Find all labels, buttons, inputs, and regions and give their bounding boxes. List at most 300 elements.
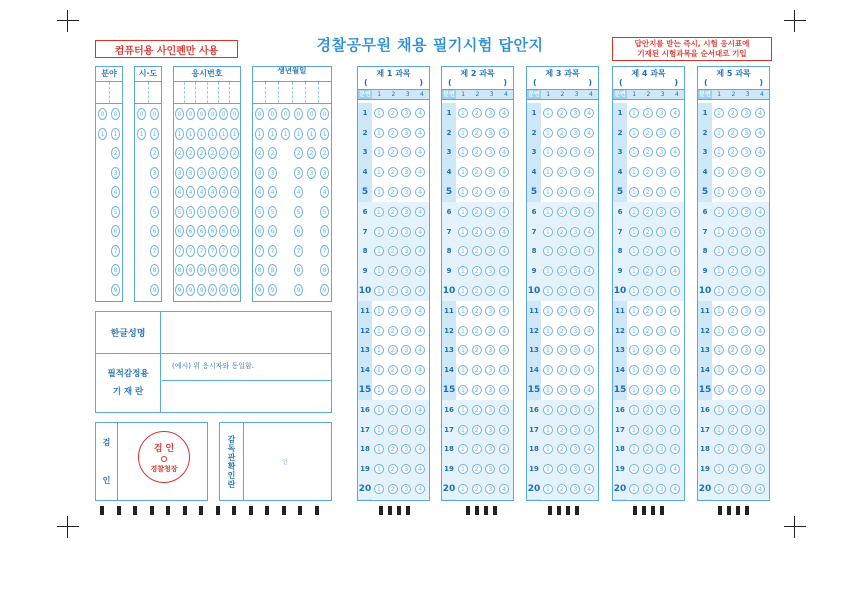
answer-bubble[interactable]: 1 [714,227,724,237]
digit-bubble[interactable]: 0 [98,108,107,120]
answer-bubble[interactable]: 3 [401,147,411,157]
digit-bubble[interactable]: 2 [111,147,120,159]
answer-bubble[interactable]: 3 [656,128,666,138]
answer-bubble[interactable]: 1 [458,405,468,415]
answer-bubble[interactable]: 1 [458,207,468,217]
answer-bubble[interactable]: 2 [728,286,738,296]
answer-bubble[interactable]: 2 [388,464,398,474]
answer-bubble[interactable]: 4 [415,108,425,118]
answer-bubble[interactable]: 3 [485,147,495,157]
answer-bubble[interactable]: 2 [728,464,738,474]
answer-bubble[interactable]: 4 [415,306,425,316]
digit-bubble[interactable]: 5 [219,206,228,218]
answer-bubble[interactable]: 1 [374,464,384,474]
digit-bubble[interactable]: 1 [208,128,217,140]
answer-bubble[interactable]: 4 [499,207,509,217]
digit-bubble[interactable]: 4 [208,186,217,198]
subject-header[interactable] [698,67,769,90]
answer-bubble[interactable]: 4 [670,246,680,256]
answer-bubble[interactable]: 3 [485,385,495,395]
answer-bubble[interactable]: 4 [584,444,594,454]
answer-bubble[interactable]: 3 [401,385,411,395]
answer-bubble[interactable]: 4 [755,266,765,276]
answer-bubble[interactable]: 2 [557,385,567,395]
digit-bubble[interactable]: 3 [150,167,159,179]
answer-bubble[interactable]: 3 [485,365,495,375]
answer-bubble[interactable]: 2 [643,326,653,336]
answer-bubble[interactable]: 1 [374,246,384,256]
answer-bubble[interactable]: 2 [557,147,567,157]
answer-bubble[interactable]: 3 [401,464,411,474]
answer-bubble[interactable]: 2 [643,425,653,435]
answer-bubble[interactable]: 3 [656,345,666,355]
answer-bubble[interactable]: 4 [755,385,765,395]
answer-bubble[interactable]: 3 [570,286,580,296]
answer-bubble[interactable]: 3 [741,444,751,454]
answer-bubble[interactable]: 1 [458,385,468,395]
answer-bubble[interactable]: 1 [374,147,384,157]
digit-bubble[interactable]: 2 [208,147,217,159]
answer-bubble[interactable]: 4 [499,484,509,494]
answer-bubble[interactable]: 4 [755,147,765,157]
answer-bubble[interactable]: 2 [557,286,567,296]
answer-bubble[interactable]: 3 [401,306,411,316]
answer-bubble[interactable]: 1 [629,385,639,395]
answer-bubble[interactable]: 1 [458,286,468,296]
answer-bubble[interactable]: 4 [755,246,765,256]
answer-bubble[interactable]: 2 [557,464,567,474]
answer-bubble[interactable]: 2 [557,167,567,177]
digit-bubble[interactable]: 3 [197,167,206,179]
digit-bubble[interactable]: 9 [219,284,228,296]
answer-bubble[interactable]: 4 [584,108,594,118]
answer-bubble[interactable]: 2 [472,147,482,157]
digit-bubble[interactable]: 1 [197,128,206,140]
answer-bubble[interactable]: 4 [499,444,509,454]
answer-bubble[interactable]: 3 [570,405,580,415]
digit-bubble[interactable]: 4 [255,186,264,198]
answer-bubble[interactable]: 3 [570,306,580,316]
digit-bubble[interactable]: 1 [219,128,228,140]
answer-bubble[interactable]: 2 [472,484,482,494]
answer-bubble[interactable]: 1 [714,207,724,217]
answer-bubble[interactable]: 3 [570,207,580,217]
digit-bubble[interactable]: 2 [320,147,329,159]
answer-bubble[interactable]: 4 [670,464,680,474]
answer-bubble[interactable]: 3 [401,227,411,237]
answer-bubble[interactable]: 2 [557,246,567,256]
digit-bubble[interactable]: 5 [175,206,184,218]
answer-bubble[interactable]: 3 [485,405,495,415]
answer-bubble[interactable]: 3 [401,167,411,177]
digit-bubble[interactable]: 0 [137,108,146,120]
answer-bubble[interactable]: 4 [755,227,765,237]
answer-bubble[interactable]: 1 [714,246,724,256]
answer-bubble[interactable]: 4 [584,207,594,217]
digit-bubble[interactable]: 8 [186,264,195,276]
answer-bubble[interactable]: 2 [728,187,738,197]
digit-bubble[interactable]: 2 [186,147,195,159]
answer-bubble[interactable]: 1 [714,444,724,454]
answer-bubble[interactable]: 3 [741,464,751,474]
answer-bubble[interactable]: 2 [472,286,482,296]
answer-bubble[interactable]: 4 [415,345,425,355]
digit-bubble[interactable]: 5 [197,206,206,218]
id-write-cell[interactable] [208,82,219,103]
answer-bubble[interactable]: 2 [728,227,738,237]
answer-bubble[interactable]: 4 [584,306,594,316]
id-write-cell[interactable] [96,82,110,103]
digit-bubble[interactable]: 4 [150,186,159,198]
answer-bubble[interactable]: 2 [472,246,482,256]
answer-bubble[interactable]: 1 [714,128,724,138]
answer-bubble[interactable]: 3 [570,108,580,118]
answer-bubble[interactable]: 4 [670,326,680,336]
answer-bubble[interactable]: 1 [629,187,639,197]
digit-bubble[interactable]: 0 [175,108,184,120]
answer-bubble[interactable]: 3 [570,147,580,157]
answer-bubble[interactable]: 3 [741,128,751,138]
id-write-cell[interactable] [219,82,230,103]
digit-bubble[interactable]: 2 [255,147,264,159]
answer-bubble[interactable]: 2 [557,444,567,454]
digit-bubble[interactable]: 6 [175,225,184,237]
answer-bubble[interactable]: 3 [741,266,751,276]
answer-bubble[interactable]: 3 [401,207,411,217]
answer-bubble[interactable]: 2 [388,147,398,157]
digit-bubble[interactable]: 8 [294,264,303,276]
answer-bubble[interactable]: 1 [374,385,384,395]
answer-bubble[interactable]: 3 [741,306,751,316]
answer-bubble[interactable]: 1 [543,108,553,118]
digit-bubble[interactable]: 6 [186,225,195,237]
answer-bubble[interactable]: 4 [755,326,765,336]
answer-bubble[interactable]: 2 [472,108,482,118]
answer-bubble[interactable]: 2 [472,266,482,276]
answer-bubble[interactable]: 4 [499,464,509,474]
id-write-cell[interactable] [319,82,331,103]
digit-bubble[interactable]: 7 [197,245,206,257]
digit-bubble[interactable]: 2 [307,147,316,159]
answer-bubble[interactable]: 3 [656,286,666,296]
id-write-cell[interactable] [185,82,196,103]
answer-bubble[interactable]: 4 [584,345,594,355]
answer-bubble[interactable]: 3 [741,187,751,197]
answer-bubble[interactable]: 3 [485,207,495,217]
answer-bubble[interactable]: 4 [755,207,765,217]
answer-bubble[interactable]: 2 [557,207,567,217]
answer-bubble[interactable]: 3 [485,306,495,316]
digit-bubble[interactable]: 0 [255,108,264,120]
answer-bubble[interactable]: 1 [374,207,384,217]
answer-bubble[interactable]: 4 [584,464,594,474]
answer-bubble[interactable]: 3 [401,286,411,296]
digit-bubble[interactable]: 1 [98,128,107,140]
answer-bubble[interactable]: 1 [458,147,468,157]
answer-bubble[interactable]: 3 [485,326,495,336]
answer-bubble[interactable]: 1 [374,425,384,435]
digit-bubble[interactable]: 1 [294,128,303,140]
answer-bubble[interactable]: 1 [629,425,639,435]
answer-bubble[interactable]: 4 [670,266,680,276]
answer-bubble[interactable]: 4 [755,405,765,415]
answer-bubble[interactable]: 1 [714,147,724,157]
digit-bubble[interactable]: 3 [175,167,184,179]
answer-bubble[interactable]: 1 [629,147,639,157]
answer-bubble[interactable]: 4 [584,147,594,157]
answer-bubble[interactable]: 1 [629,286,639,296]
id-write-cell[interactable] [266,82,279,103]
answer-bubble[interactable]: 1 [374,227,384,237]
answer-bubble[interactable]: 2 [557,484,567,494]
answer-bubble[interactable]: 4 [755,128,765,138]
answer-bubble[interactable]: 3 [570,187,580,197]
answer-bubble[interactable]: 2 [643,444,653,454]
answer-bubble[interactable]: 4 [584,227,594,237]
digit-bubble[interactable]: 6 [208,225,217,237]
digit-bubble[interactable]: 9 [197,284,206,296]
answer-bubble[interactable]: 3 [570,246,580,256]
answer-bubble[interactable]: 4 [584,385,594,395]
digit-bubble[interactable]: 2 [150,147,159,159]
answer-bubble[interactable]: 1 [374,108,384,118]
digit-bubble[interactable]: 9 [150,284,159,296]
answer-bubble[interactable]: 3 [570,227,580,237]
answer-bubble[interactable]: 1 [458,167,468,177]
answer-bubble[interactable]: 1 [543,385,553,395]
digit-bubble[interactable]: 2 [219,147,228,159]
answer-bubble[interactable]: 2 [728,207,738,217]
answer-bubble[interactable]: 1 [543,227,553,237]
digit-bubble[interactable]: 8 [208,264,217,276]
digit-bubble[interactable]: 9 [111,284,120,296]
digit-bubble[interactable]: 5 [111,206,120,218]
digit-bubble[interactable]: 5 [186,206,195,218]
answer-bubble[interactable]: 1 [629,464,639,474]
id-write-cell[interactable] [293,82,306,103]
answer-bubble[interactable]: 1 [543,246,553,256]
answer-bubble[interactable]: 2 [472,167,482,177]
answer-bubble[interactable]: 4 [670,365,680,375]
digit-bubble[interactable]: 5 [268,206,277,218]
digit-bubble[interactable]: 1 [268,128,277,140]
answer-bubble[interactable]: 3 [741,246,751,256]
answer-bubble[interactable]: 3 [656,246,666,256]
answer-bubble[interactable]: 4 [755,167,765,177]
answer-bubble[interactable]: 3 [401,326,411,336]
answer-bubble[interactable]: 2 [388,167,398,177]
answer-bubble[interactable]: 2 [388,385,398,395]
digit-bubble[interactable]: 0 [281,108,290,120]
answer-bubble[interactable]: 3 [741,405,751,415]
answer-bubble[interactable]: 2 [643,187,653,197]
digit-bubble[interactable]: 4 [197,186,206,198]
answer-bubble[interactable]: 1 [629,484,639,494]
answer-bubble[interactable]: 4 [670,385,680,395]
answer-bubble[interactable]: 1 [458,444,468,454]
digit-bubble[interactable]: 8 [255,264,264,276]
digit-bubble[interactable]: 0 [111,108,120,120]
subject-header[interactable] [613,67,684,90]
answer-bubble[interactable]: 1 [629,207,639,217]
answer-bubble[interactable]: 4 [670,187,680,197]
answer-bubble[interactable]: 3 [741,425,751,435]
answer-bubble[interactable]: 4 [499,246,509,256]
answer-bubble[interactable]: 4 [499,227,509,237]
answer-bubble[interactable]: 2 [643,484,653,494]
answer-bubble[interactable]: 3 [656,425,666,435]
answer-bubble[interactable]: 4 [584,365,594,375]
answer-bubble[interactable]: 2 [643,108,653,118]
subject-header[interactable] [442,67,513,90]
digit-bubble[interactable]: 0 [307,108,316,120]
answer-bubble[interactable]: 1 [714,365,724,375]
answer-bubble[interactable]: 4 [415,365,425,375]
answer-bubble[interactable]: 1 [543,464,553,474]
answer-bubble[interactable]: 2 [472,326,482,336]
answer-bubble[interactable]: 1 [543,286,553,296]
answer-bubble[interactable]: 3 [401,345,411,355]
id-write-cell[interactable] [230,82,240,103]
digit-bubble[interactable]: 6 [320,225,329,237]
digit-bubble[interactable]: 7 [175,245,184,257]
digit-bubble[interactable]: 5 [230,206,239,218]
answer-bubble[interactable]: 3 [401,484,411,494]
answer-bubble[interactable]: 4 [415,167,425,177]
answer-bubble[interactable]: 1 [543,405,553,415]
answer-bubble[interactable]: 2 [728,246,738,256]
answer-bubble[interactable]: 2 [728,345,738,355]
answer-bubble[interactable]: 3 [570,345,580,355]
answer-bubble[interactable]: 2 [728,167,738,177]
digit-bubble[interactable]: 6 [294,225,303,237]
answer-bubble[interactable]: 2 [643,246,653,256]
digit-bubble[interactable]: 8 [230,264,239,276]
digit-bubble[interactable]: 9 [208,284,217,296]
answer-bubble[interactable]: 4 [755,444,765,454]
answer-bubble[interactable]: 2 [388,345,398,355]
answer-bubble[interactable]: 2 [728,365,738,375]
answer-bubble[interactable]: 4 [670,108,680,118]
answer-bubble[interactable]: 3 [656,306,666,316]
answer-bubble[interactable]: 4 [670,345,680,355]
digit-bubble[interactable]: 0 [268,108,277,120]
answer-bubble[interactable]: 3 [570,167,580,177]
digit-bubble[interactable]: 9 [255,284,264,296]
answer-bubble[interactable]: 3 [741,286,751,296]
digit-bubble[interactable]: 7 [320,245,329,257]
answer-bubble[interactable]: 4 [755,286,765,296]
answer-bubble[interactable]: 2 [643,345,653,355]
answer-bubble[interactable]: 1 [458,227,468,237]
answer-bubble[interactable]: 2 [643,167,653,177]
digit-bubble[interactable]: 4 [294,186,303,198]
answer-bubble[interactable]: 1 [458,108,468,118]
answer-bubble[interactable]: 3 [401,405,411,415]
name-input[interactable] [162,312,331,353]
digit-bubble[interactable]: 1 [230,128,239,140]
answer-bubble[interactable]: 2 [557,425,567,435]
answer-bubble[interactable]: 2 [557,345,567,355]
answer-bubble[interactable]: 3 [656,167,666,177]
answer-bubble[interactable]: 2 [472,345,482,355]
answer-bubble[interactable]: 1 [458,484,468,494]
digit-bubble[interactable]: 7 [230,245,239,257]
answer-bubble[interactable]: 2 [643,286,653,296]
answer-bubble[interactable]: 3 [741,345,751,355]
answer-bubble[interactable]: 1 [374,345,384,355]
digit-bubble[interactable]: 2 [294,147,303,159]
answer-bubble[interactable]: 1 [629,444,639,454]
id-write-cell[interactable] [174,82,185,103]
answer-bubble[interactable]: 1 [543,425,553,435]
answer-bubble[interactable]: 4 [670,227,680,237]
digit-bubble[interactable]: 3 [111,167,120,179]
answer-bubble[interactable]: 4 [584,246,594,256]
answer-bubble[interactable]: 4 [499,425,509,435]
answer-bubble[interactable]: 3 [401,266,411,276]
answer-bubble[interactable]: 4 [499,326,509,336]
answer-bubble[interactable]: 3 [656,207,666,217]
digit-bubble[interactable]: 5 [255,206,264,218]
answer-bubble[interactable]: 2 [472,227,482,237]
answer-bubble[interactable]: 4 [670,444,680,454]
answer-bubble[interactable]: 3 [570,128,580,138]
answer-bubble[interactable]: 1 [714,464,724,474]
answer-bubble[interactable]: 4 [499,167,509,177]
answer-bubble[interactable]: 3 [570,444,580,454]
answer-bubble[interactable]: 1 [543,484,553,494]
answer-bubble[interactable]: 4 [415,187,425,197]
answer-bubble[interactable]: 3 [656,365,666,375]
id-write-cell[interactable] [306,82,319,103]
answer-bubble[interactable]: 1 [629,266,639,276]
answer-bubble[interactable]: 2 [388,286,398,296]
subject-header[interactable] [527,67,598,90]
answer-bubble[interactable]: 2 [557,128,567,138]
answer-bubble[interactable]: 2 [388,405,398,415]
answer-bubble[interactable]: 4 [415,464,425,474]
answer-bubble[interactable]: 3 [741,207,751,217]
answer-bubble[interactable]: 2 [643,306,653,316]
answer-bubble[interactable]: 2 [388,246,398,256]
answer-bubble[interactable]: 2 [472,128,482,138]
digit-bubble[interactable]: 3 [219,167,228,179]
answer-bubble[interactable]: 3 [401,365,411,375]
digit-bubble[interactable]: 5 [320,206,329,218]
answer-bubble[interactable]: 1 [714,345,724,355]
answer-bubble[interactable]: 3 [741,326,751,336]
answer-bubble[interactable]: 3 [656,266,666,276]
digit-bubble[interactable]: 2 [175,147,184,159]
answer-bubble[interactable]: 3 [741,484,751,494]
digit-bubble[interactable]: 5 [294,206,303,218]
answer-bubble[interactable]: 3 [741,108,751,118]
answer-bubble[interactable]: 3 [485,167,495,177]
answer-bubble[interactable]: 1 [374,405,384,415]
digit-bubble[interactable]: 8 [197,264,206,276]
answer-bubble[interactable]: 4 [415,425,425,435]
answer-bubble[interactable]: 1 [374,444,384,454]
digit-bubble[interactable]: 1 [307,128,316,140]
answer-bubble[interactable]: 4 [499,385,509,395]
answer-bubble[interactable]: 2 [557,108,567,118]
answer-bubble[interactable]: 4 [499,187,509,197]
answer-bubble[interactable]: 1 [374,128,384,138]
answer-bubble[interactable]: 2 [728,425,738,435]
answer-bubble[interactable]: 3 [570,326,580,336]
answer-bubble[interactable]: 2 [472,425,482,435]
